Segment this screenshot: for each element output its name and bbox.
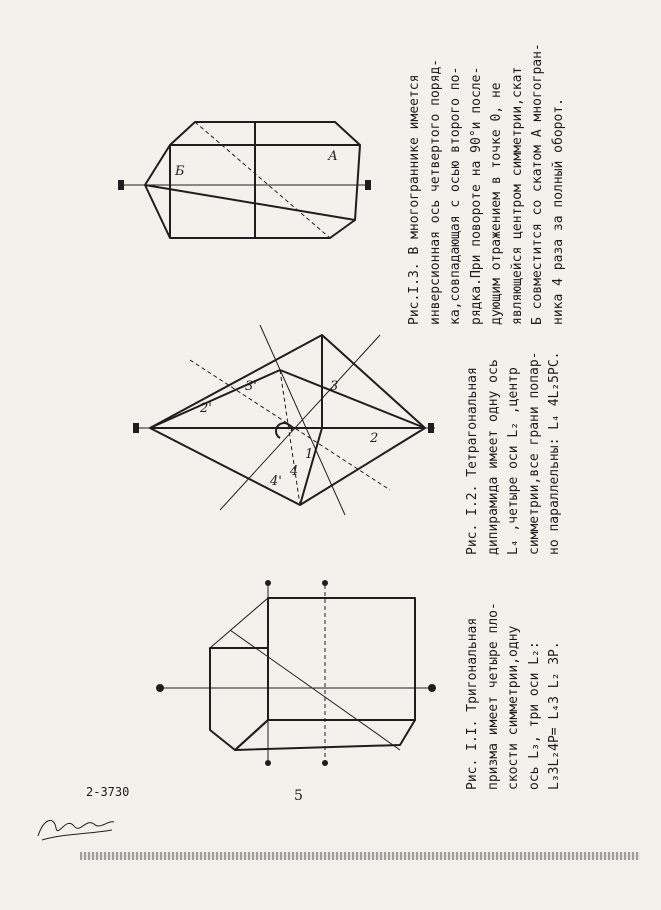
face-label-4: 4 (290, 464, 299, 479)
caption-fig3 (405, 43, 569, 325)
face-label-4-prime: 4' (270, 474, 282, 489)
face-label-3: 3 (330, 379, 339, 394)
face-label-2: 2 (370, 431, 379, 446)
caption-fig3-line: инверсионная ось четвертого поряд- (427, 58, 443, 325)
caption-fig3-line: дующим отражением в точке 0, не (489, 82, 504, 325)
caption-fig2 (463, 352, 566, 556)
caption-fig3-line: Б совместится со скатом А многогран- (530, 43, 545, 325)
caption-fig3-line: Рис.I.3. В многограннике имеется (407, 74, 422, 325)
caption-fig2-line: но параллельны: L₄ 4L₂5PC. (547, 351, 562, 555)
face-label-3-prime: 3' (245, 379, 257, 394)
signature-stamp (30, 808, 120, 848)
figure-tetragonal-dipyramid (130, 320, 440, 520)
scan-edge-strip (80, 852, 640, 860)
caption-fig1-line: призма имеет четыре пло- (485, 602, 501, 790)
caption-fig2-line: дипирамида имеет одну ось (485, 359, 501, 555)
caption-fig1-line: скости симметрии,одну (506, 625, 521, 790)
page-number: 5 (294, 788, 303, 804)
caption-fig3-line: рядка.При повороте на 90°и после- (468, 66, 484, 325)
caption-fig3-line: ка,совпадающая с осью второго по- (448, 66, 463, 325)
face-label-a: А (328, 149, 338, 164)
face-label-b: Б (175, 164, 185, 179)
caption-fig1-line: Рис. I.I. Тригональная (465, 617, 480, 790)
caption-fig2-line: L₄ ,четыре оси L₂ ,центр (506, 367, 521, 555)
caption-fig3-line: ника 4 раза за полный оборот. (550, 98, 566, 325)
caption-fig1-line: L₃3L₂4P= L₄3 L₂ 3P. (547, 641, 562, 790)
figure-inversion-polyhedron (115, 110, 375, 250)
caption-fig2-line: Рис. I.2. Тетрагональная (465, 367, 480, 555)
face-label-1: 1 (305, 447, 314, 462)
face-label-2-prime: 2' (200, 401, 212, 416)
caption-fig1 (463, 602, 566, 790)
caption-fig1-line: ось L₃, три оси L₂: (526, 641, 542, 790)
document-number: 2-3730 (86, 785, 130, 799)
caption-fig3-line: являющейся центром симметрии,скат (509, 66, 525, 325)
figure-trigonal-prism (150, 570, 440, 770)
caption-fig2-line: симметрии,все грани попар- (526, 351, 542, 555)
